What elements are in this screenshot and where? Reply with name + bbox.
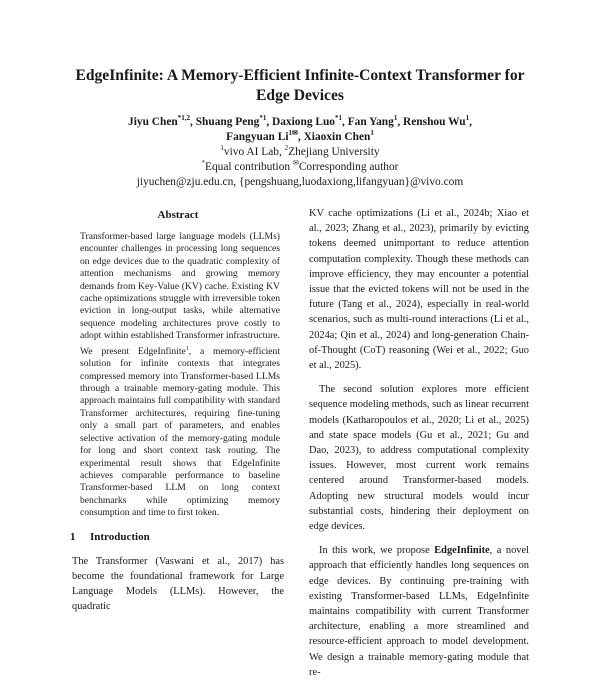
author-affil-mark: 1 — [465, 114, 470, 123]
author-separator: , — [189, 116, 196, 128]
author-name: Xiaoxin Chen — [303, 131, 371, 143]
author-name: Shuang Peng — [195, 116, 260, 128]
footnote-mark: 1 — [185, 345, 189, 352]
author-name: Jiyu Chen — [128, 116, 178, 128]
section-title: Introduction — [90, 530, 150, 543]
author-separator: , — [469, 116, 472, 128]
author-affil-mark: 1 — [393, 114, 398, 123]
abstract-text — [66, 231, 284, 520]
right-paragraph-3 — [309, 543, 529, 680]
affiliation-vivo: vivo AI Lab, — [223, 146, 285, 158]
author-separator: , — [266, 116, 273, 128]
right-paragraph-2: The second solution explores more efficient sequence modeling methods, such as linear recurrent models (Katharopoulos et al., 2020; Li et al., 2025) and state space models (Gu et al., 2021; Gu and Dao, 2023), to address computational complexity issues. However, most current work remains centered around Transformer-based models. Adopting new structural models would incur substantial costs, hindering their deployment on edge devices. — [309, 384, 529, 533]
affil-mark: 1 — [220, 144, 224, 153]
affiliation-line — [40, 145, 560, 160]
section-heading-introduction — [70, 530, 284, 544]
left-column — [72, 208, 284, 614]
section-number: 1 — [70, 530, 76, 543]
author-separator: , — [297, 131, 304, 143]
title-line-2: Edge Devices — [256, 87, 344, 104]
author-emails: jiyuchen@zju.edu.cn, {pengshuang,luodaxiong,lifangyuan}@vivo.com — [136, 176, 464, 188]
affiliation-zju: Zhejiang University — [288, 146, 380, 158]
author-block — [40, 115, 560, 190]
author-separator: , — [397, 116, 404, 128]
abstract-text-part-2: , a memory-efficient solution for infinite contexts that integrates compressed memory into Transformer-based LLMs through a trainable memory-gating module. This approach maintains full compatibility with standard Transformer architectures, requiring fine-tuning only a small part of parameters, and enables selective activation of the memory-gating module for long and short context task routing. The experimental result shows that EdgeInfinite achieves comparable performance to baseline Transformer-based LLM on long context benchmarks while optimizing memory consumption and time to first token. — [80, 345, 280, 519]
author-names-line-2 — [40, 130, 560, 145]
author-name: Daxiong Luo — [272, 116, 335, 128]
author-separator: , — [342, 116, 348, 128]
method-name: EdgeInfinite — [434, 545, 490, 557]
envelope-icon: ✉ — [292, 159, 299, 168]
abstract-heading: Abstract — [157, 209, 199, 221]
author-affil-mark: 1 — [370, 129, 374, 138]
author-name: Fan Yang — [347, 116, 394, 128]
author-name: Fangyuan Li — [226, 131, 289, 143]
author-affil-mark: *1,2 — [177, 114, 190, 123]
author-affil-mark: 1✉ — [288, 129, 298, 138]
right-paragraph-1: KV cache optimizations (Li et al., 2024b; Xiao et al., 2023; Zhang et al., 2023), primarily by evicting tokens deemed unimportant to reduce attention computation complexity. Though these methods can improve efficiency, they may encounter a potential issue that the evicted tokens will not be used in the future (Tang et al., 2024), especially in real-world scenarios, such as multi-round interactions (Li et al., 2024a; Qin et al., 2024) and long-generation Chain-of-Thought (CoT) reasoning (Wei et al., 2022; Guo et al., 2025). — [309, 208, 529, 372]
paper-title — [60, 66, 540, 106]
contribution-note — [40, 160, 560, 175]
author-name: Renshou Wu — [403, 116, 466, 128]
equal-contribution-note: Equal contribution — [205, 161, 293, 173]
right-column — [309, 206, 529, 680]
author-names-line-1 — [40, 115, 560, 130]
intro-paragraph-1: The Transformer (Vaswani et al., 2017) has become the foundational framework for Large Language Models (LLMs). However, the quadratic — [72, 555, 284, 613]
title-line-1: EdgeInfinite: A Memory-Efficient Infinite-Context Transformer for — [75, 67, 525, 84]
author-affil-mark: *1 — [259, 114, 267, 123]
para3-text-b: , a novel approach that efficiently handles long sequences on edge devices. By continuing pre-training with existing Transformer-based LLMs, EdgeInfinite maintains compatibility with current Transformer architecture, enabling a more streamlined and resource-efficient approach to model development. We design a trainable memory-gating module that re- — [309, 545, 530, 678]
equal-mark: * — [201, 159, 205, 168]
corresponding-author-note: Corresponding author — [298, 161, 399, 173]
abstract-text-part-1: Transformer-based large language models (LLMs) encounter challenges in processing long sequences on edge devices due to the quadratic complexity of attention mechanisms and growing memory demands from Key-Value (KV) cache. Existing KV cache optimizations struggle with irreversible token eviction in long-output tasks, while alternative sequence modeling architectures prove costly to adopt within established Transformer infrastructure. We present EdgeInfinite — [80, 231, 280, 357]
author-affil-mark: *1 — [335, 114, 342, 123]
para3-text-a: In this work, we propose — [319, 545, 435, 557]
affil-mark: 2 — [284, 144, 289, 153]
